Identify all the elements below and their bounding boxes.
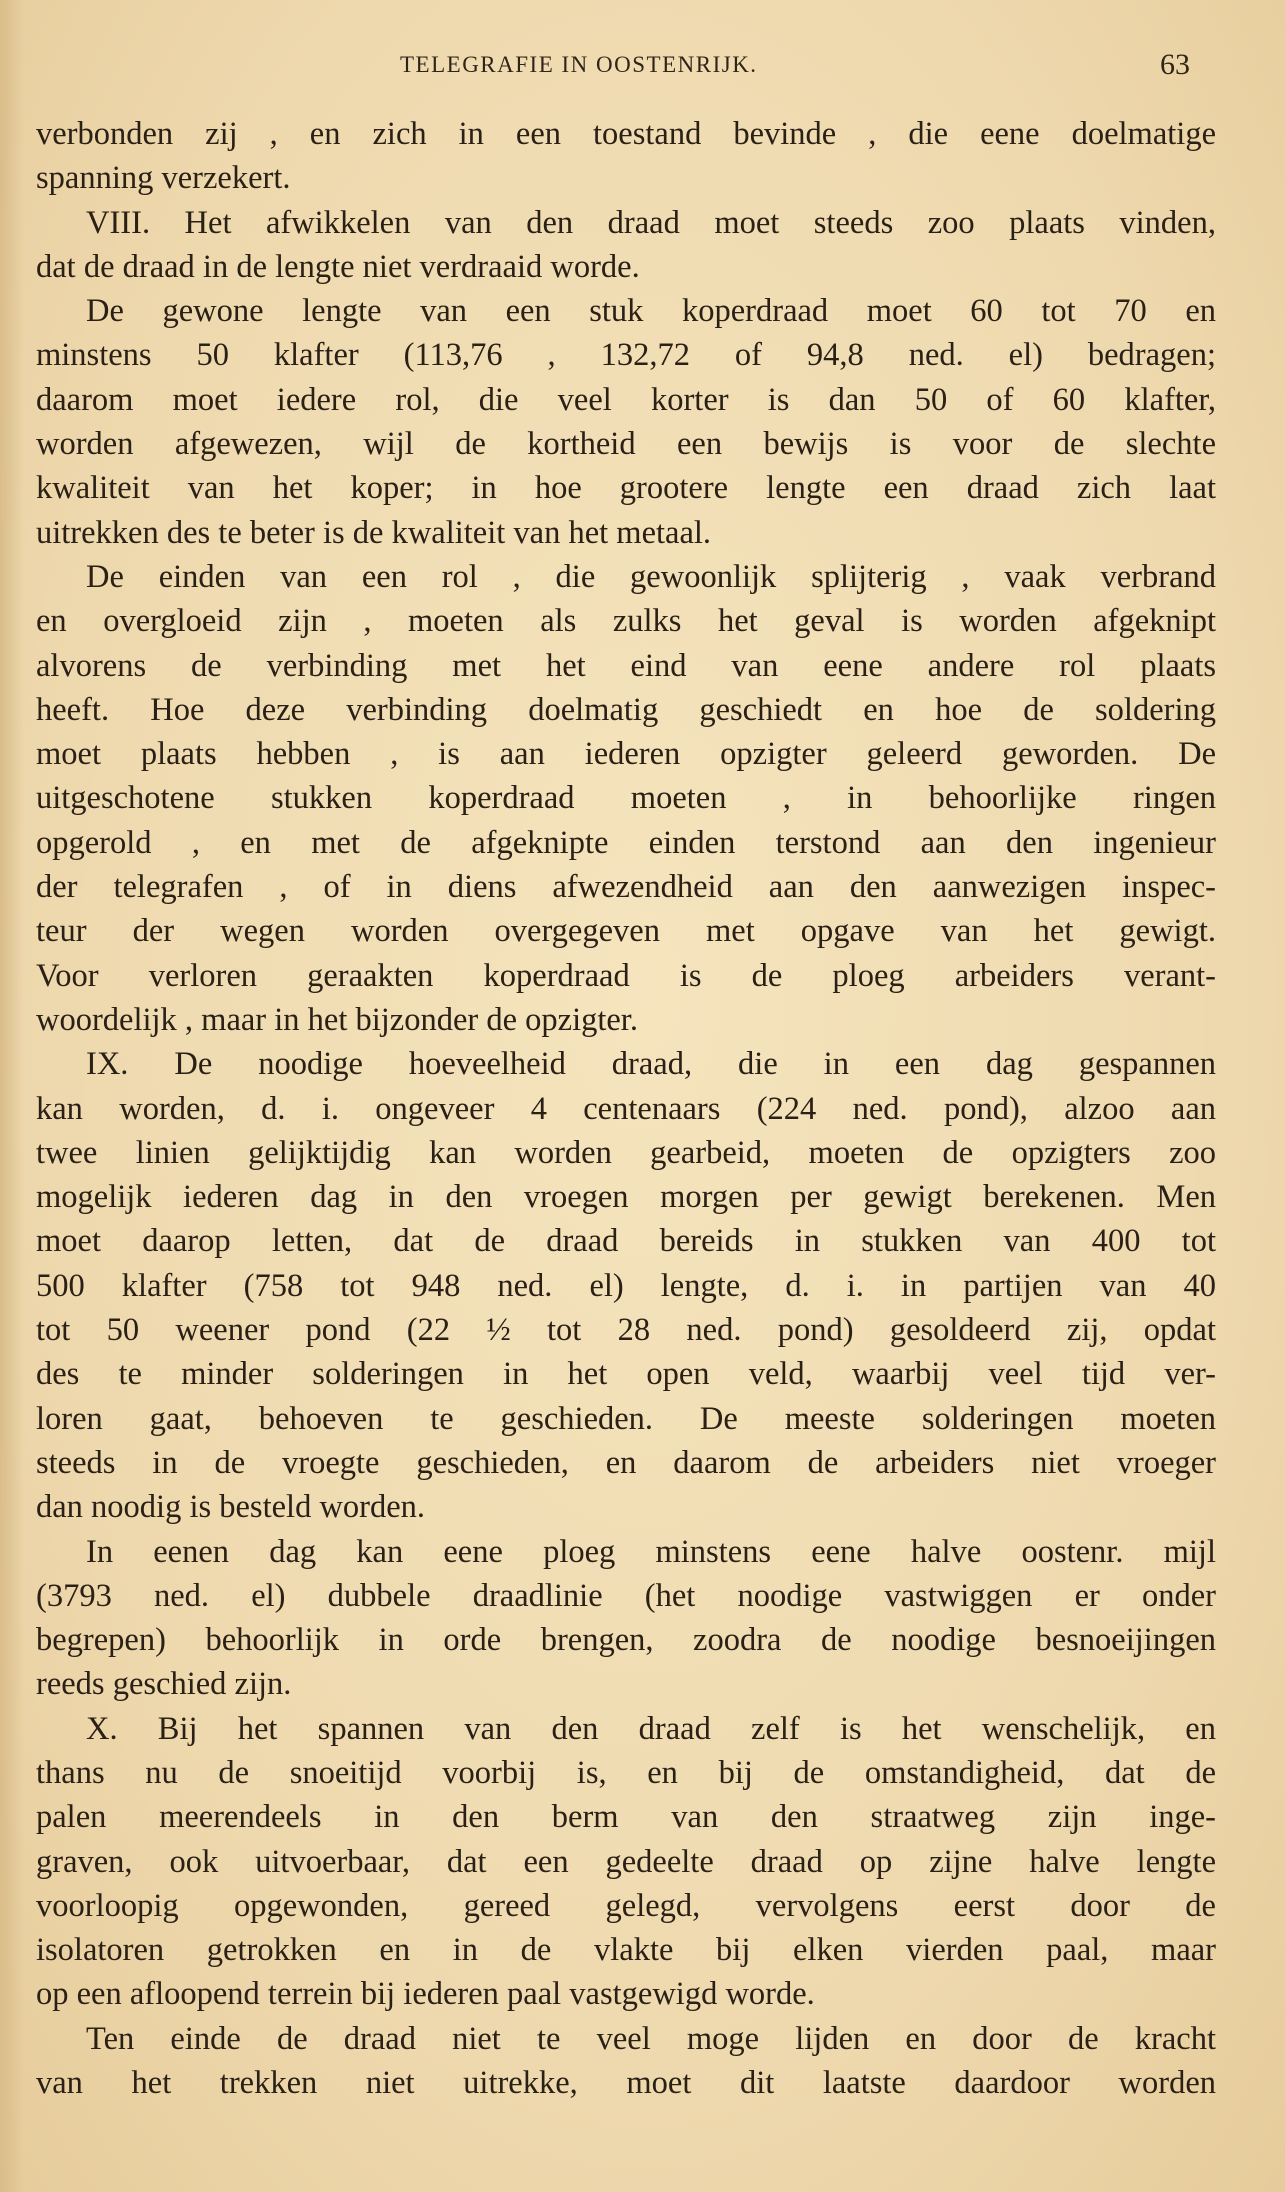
text-line: mogelijk iederen dag in den vroegen morgen per gewigt berekenen. Men xyxy=(36,1179,1216,1216)
text-line: en overgloeid zijn , moeten als zulks het geval is worden afgeknipt xyxy=(36,603,1216,640)
text-line: loren gaat, behoeven te geschieden. De meeste solderingen moeten xyxy=(36,1400,1216,1437)
text-line: tot 50 weener pond (22 ½ tot 28 ned. pond) gesoldeerd zij, opdat xyxy=(36,1312,1216,1349)
text-line: der telegrafen , of in diens afwezendheid aan den aanwezigen inspec- xyxy=(36,869,1216,906)
text-line: uitrekken des te beter is de kwaliteit van het metaal. xyxy=(36,514,712,551)
text-line: alvorens de verbinding met het eind van eene andere rol plaats xyxy=(36,647,1216,684)
text-line: minstens 50 klafter (113,76 , 132,72 of 94,8 ned. el) bedragen; xyxy=(36,337,1216,374)
text-line: voorloopig opgewonden, gereed gelegd, vervolgens eerst door de xyxy=(36,1887,1216,1924)
text-line: worden afgewezen, wijl de kortheid een bewijs is voor de slechte xyxy=(36,426,1216,463)
text-line: verbonden zij , en zich in een toestand bevinde , die eene doelmatige xyxy=(36,116,1216,152)
text-line: isolatoren getrokken en in de vlakte bij elken vierden paal, maar xyxy=(36,1932,1216,1969)
text-line: daarom moet iedere rol, die veel korter is dan 50 of 60 klafter, xyxy=(36,381,1216,418)
text-line: steeds in de vroegte geschieden, en daarom de arbeiders niet vroeger xyxy=(36,1444,1216,1481)
text-line: dat de draad in de lengte niet verdraaid worde. xyxy=(36,248,640,285)
body-text xyxy=(36,112,1216,2105)
text-line: VIII. Het afwikkelen van den draad moet steeds zoo plaats vinden, xyxy=(86,204,1216,241)
text-line: kan worden, d. i. ongeveer 4 centenaars (224 ned. pond), alzoo aan xyxy=(36,1090,1216,1127)
text-line: opgerold , en met de afgeknipte einden terstond aan den ingenieur xyxy=(36,824,1216,861)
text-line: De gewone lengte van een stuk koperdraad moet 60 tot 70 en xyxy=(86,293,1216,330)
text-line: van het trekken niet uitrekke, moet dit laatste daardoor worden xyxy=(36,2065,1216,2102)
text-line: moet daarop letten, dat de draad bereids in stukken van 400 tot xyxy=(36,1223,1216,1260)
running-title: TELEGRAFIE IN OOSTENRIJK. xyxy=(400,52,758,77)
text-line: moet plaats hebben , is aan iederen opzigter geleerd geworden. De xyxy=(36,736,1216,773)
text-line: Ten einde de draad niet te veel moge lijden en door de kracht xyxy=(86,2020,1216,2057)
text-line: thans nu de snoeitijd voorbij is, en bij de omstandigheid, dat de xyxy=(36,1754,1216,1791)
text-line: In eenen dag kan eene ploeg minstens eene halve oostenr. mijl xyxy=(86,1533,1216,1570)
text-line: spanning verzekert. xyxy=(36,160,291,197)
text-line: X. Bij het spannen van den draad zelf is het wenschelijk, en xyxy=(86,1710,1216,1747)
text-line: begrepen) behoorlijk in orde brengen, zoodra de noodige besnoeijingen xyxy=(36,1622,1216,1659)
page-number: 63 xyxy=(1160,48,1190,81)
page-header xyxy=(0,48,1285,88)
text-line: op een afloopend terrein bij iederen paal vastgewigd worde. xyxy=(36,1976,815,2013)
text-line: dan noodig is besteld worden. xyxy=(36,1489,426,1526)
text-line: teur der wegen worden overgegeven met opgave van het gewigt. xyxy=(36,913,1216,950)
text-line: palen meerendeels in den berm van den straatweg zijn inge- xyxy=(36,1799,1216,1836)
text-line: graven, ook uitvoerbaar, dat een gedeelte draad op zijne halve lengte xyxy=(36,1843,1216,1880)
text-line: (3793 ned. el) dubbele draadlinie (het noodige vastwiggen er onder xyxy=(36,1577,1216,1614)
text-line: twee linien gelijktijdig kan worden gearbeid, moeten de opzigters zoo xyxy=(36,1134,1216,1171)
text-line: Voor verloren geraakten koperdraad is de ploeg arbeiders verant- xyxy=(36,957,1216,994)
text-line: uitgeschotene stukken koperdraad moeten , in behoorlijke ringen xyxy=(36,780,1216,817)
text-line: woordelijk , maar in het bijzonder de opzigter. xyxy=(36,1001,638,1038)
text-line: reeds geschied zijn. xyxy=(36,1666,292,1703)
text-line: IX. De noodige hoeveelheid draad, die in een dag gespannen xyxy=(86,1046,1216,1083)
text-line: des te minder solderingen in het open veld, waarbij veel tijd ver- xyxy=(36,1356,1216,1393)
text-line: kwaliteit van het koper; in hoe grootere lengte een draad zich laat xyxy=(36,470,1216,507)
text-line: De einden van een rol , die gewoonlijk splijterig , vaak verbrand xyxy=(86,558,1216,595)
text-line: heeft. Hoe deze verbinding doelmatig geschiedt en hoe de soldering xyxy=(36,691,1216,728)
text-line: 500 klafter (758 tot 948 ned. el) lengte, d. i. in partijen van 40 xyxy=(36,1267,1216,1304)
